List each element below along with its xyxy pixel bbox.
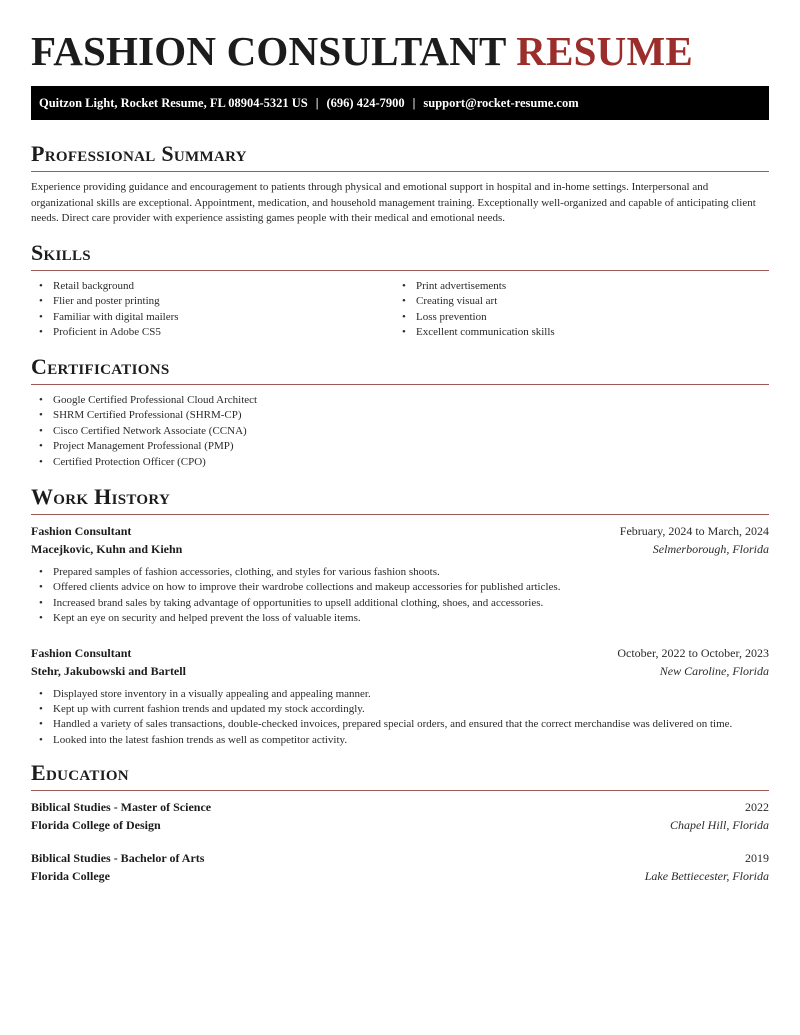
education-entry (31, 849, 769, 885)
contact-address: Quitzon Light, Rocket Resume, FL 08904-5321 US (39, 95, 308, 110)
skill-item: • Retail background (31, 279, 394, 294)
summary-text: Experience providing guidance and encouragement to patients through physical and emotional support in hospital and in-home settings. Interpersonal and organizational skills are exceptional. Appointment, medication, and household management training. Exceptionally well-organized and capable of anticipating client needs. Direct care provider with experience assisting games people with their medical and emotional needs. (31, 181, 756, 224)
contact-separator: | (315, 95, 319, 110)
job-company-row (31, 540, 769, 558)
certifications-list (31, 393, 769, 470)
education-entry (31, 798, 769, 834)
certification-item: • Cisco Certified Network Associate (CCNA) (31, 424, 769, 439)
job-company-row (31, 662, 769, 680)
education-degree-row (31, 849, 769, 867)
certification-item: • Google Certified Professional Cloud Architect (31, 393, 769, 408)
education-degree: Biblical Studies - Master of Science (31, 800, 212, 814)
job-header-row (31, 644, 769, 662)
education-school: Florida College (31, 869, 110, 883)
work-history-heading: Work History (31, 484, 171, 509)
contact-email[interactable]: support@rocket-resume.com (423, 95, 579, 110)
summary-section (31, 141, 769, 227)
contact-separator: | (412, 95, 416, 110)
work-history-section (31, 484, 769, 748)
skill-item: • Excellent communication skills (394, 325, 757, 340)
contact-bar (31, 86, 769, 120)
education-degree: Biblical Studies - Bachelor of Arts (31, 851, 205, 865)
skill-item: • Proficient in Adobe CS5 (31, 325, 394, 340)
skill-item: • Familiar with digital mailers (31, 310, 394, 325)
education-degree-row (31, 798, 769, 816)
section-divider (31, 514, 769, 515)
skills-columns (31, 279, 769, 341)
certification-item: • Project Management Professional (PMP) (31, 439, 769, 454)
job-location: New Caroline, Florida (659, 663, 769, 678)
resume-title (31, 27, 693, 75)
job-duty-item: • Prepared samples of fashion accessories, clothing, and styles for various fashion shoots. (31, 565, 769, 580)
skill-item: • Print advertisements (394, 279, 757, 294)
education-school-row (31, 816, 769, 834)
job-dates: October, 2022 to October, 2023 (617, 645, 769, 660)
section-divider (31, 171, 769, 172)
job-location: Selmerborough, Florida (652, 542, 769, 556)
skills-list-right (394, 279, 757, 341)
section-divider (31, 790, 769, 791)
job-dates: February, 2024 to March, 2024 (619, 524, 769, 538)
certifications-heading: Certifications (31, 354, 170, 379)
education-location: Lake Bettiecester, Florida (644, 869, 769, 883)
job-title: Fashion Consultant (31, 645, 132, 660)
education-year: 2022 (745, 800, 769, 814)
contact-phone[interactable]: (696) 424-7900 (326, 95, 405, 110)
education-section (31, 760, 769, 885)
job-entry (31, 522, 769, 627)
skills-heading: Skills (31, 240, 91, 265)
skills-section (31, 240, 769, 341)
job-duty-item: • Increased brand sales by taking advantage of opportunities to upsell additional clothing, shoes, and accessories. (31, 596, 769, 611)
education-school-row (31, 867, 769, 885)
job-company: Macejkovic, Kuhn and Kiehn (31, 542, 183, 556)
section-divider (31, 384, 769, 385)
summary-heading: Professional Summary (31, 141, 247, 166)
section-divider (31, 270, 769, 271)
job-duty-item: • Looked into the latest fashion trends as well as competitor activity. (31, 733, 769, 748)
job-title: Fashion Consultant (31, 524, 132, 538)
title-main: FASHION CONSULTANT (31, 28, 506, 74)
job-duty-item: • Handled a variety of sales transactions, double-checked invoices, prepared special orders, and ensured that the correct merchandise was delivered on time. (31, 717, 769, 732)
job-header-row (31, 522, 769, 540)
job-entry (31, 644, 769, 749)
job-duties-list (31, 565, 769, 627)
education-school: Florida College of Design (31, 818, 161, 832)
skill-item: • Flier and poster printing (31, 294, 394, 309)
skill-item: • Creating visual art (394, 294, 757, 309)
job-duty-item: • Kept up with current fashion trends and updated my stock accordingly. (31, 702, 769, 717)
skill-item: • Loss prevention (394, 310, 757, 325)
title-accent: RESUME (516, 28, 693, 74)
education-heading: Education (31, 760, 129, 785)
job-duty-item: • Offered clients advice on how to improve their wardrobe collections and makeup accessories for published articles. (31, 580, 769, 595)
certifications-section (31, 354, 769, 470)
education-year: 2019 (745, 851, 769, 865)
job-duty-item: • Displayed store inventory in a visually appealing and appealing manner. (31, 687, 769, 702)
skills-list-left (31, 279, 394, 341)
certification-item: • Certified Protection Officer (CPO) (31, 455, 769, 470)
certification-item: • SHRM Certified Professional (SHRM-CP) (31, 408, 769, 423)
education-location: Chapel Hill, Florida (670, 818, 769, 832)
job-duty-item: • Kept an eye on security and helped prevent the loss of valuable items. (31, 611, 769, 626)
job-duties-list (31, 687, 769, 749)
job-company: Stehr, Jakubowski and Bartell (31, 663, 186, 678)
